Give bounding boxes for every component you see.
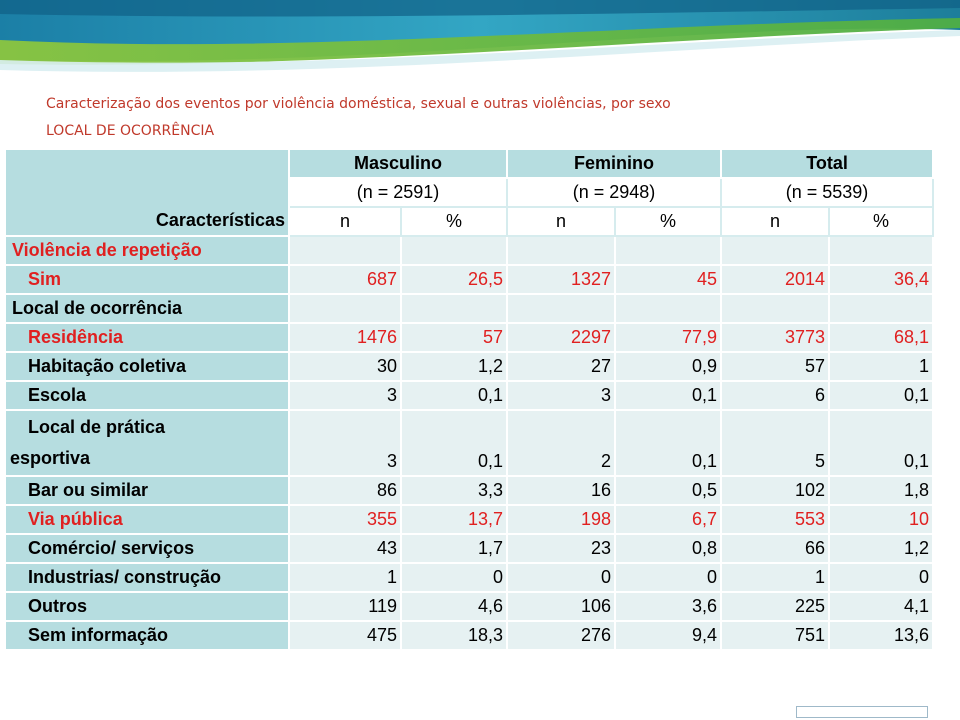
table-cell: 0,1 — [829, 381, 933, 410]
table-cell: 26,5 — [401, 265, 507, 294]
table-cell: 3773 — [721, 323, 829, 352]
table-cell — [401, 294, 507, 323]
table-row — [5, 476, 933, 505]
table-cell: 23 — [507, 534, 615, 563]
table-cell: 3 — [289, 410, 401, 476]
table-cell: 2014 — [721, 265, 829, 294]
caption-subtitle: LOCAL DE OCORRÊNCIA — [46, 123, 215, 139]
row-label: Comércio/ serviços — [5, 534, 289, 563]
sub-header-pct: % — [829, 207, 933, 236]
table-row — [5, 534, 933, 563]
table-cell — [507, 294, 615, 323]
group-n-masculino: (n = 2591) — [289, 178, 507, 207]
table-cell — [289, 294, 401, 323]
table-cell: 3,6 — [615, 592, 721, 621]
table-cell: 0 — [829, 563, 933, 592]
table-row — [5, 381, 933, 410]
sub-header-n: n — [507, 207, 615, 236]
table-cell: 3,3 — [401, 476, 507, 505]
table-cell: 1,2 — [401, 352, 507, 381]
table-cell: 2297 — [507, 323, 615, 352]
table-cell — [721, 294, 829, 323]
table-row — [5, 563, 933, 592]
caption-title: Caracterização dos eventos por violência doméstica, sexual e outras violências, por sexo — [46, 96, 671, 112]
table-cell — [289, 236, 401, 265]
row-label: Sim — [5, 265, 289, 294]
table-cell: 6,7 — [615, 505, 721, 534]
group-header-total: Total — [721, 149, 933, 178]
table-cell: 2 — [507, 410, 615, 476]
table-cell: 0,1 — [829, 410, 933, 476]
table-cell: 57 — [721, 352, 829, 381]
table-cell: 0 — [615, 563, 721, 592]
table-cell: 13,6 — [829, 621, 933, 650]
table-cell: 5 — [721, 410, 829, 476]
table-cell: 553 — [721, 505, 829, 534]
table-cell — [615, 236, 721, 265]
table-cell: 0,1 — [401, 381, 507, 410]
row-label: Via pública — [5, 505, 289, 534]
row-label-line1: Local de prática — [28, 417, 166, 437]
table-cell: 77,9 — [615, 323, 721, 352]
sub-header-pct: % — [401, 207, 507, 236]
table-cell: 0,1 — [615, 381, 721, 410]
table-cell: 68,1 — [829, 323, 933, 352]
sub-header-n: n — [289, 207, 401, 236]
table-row — [5, 323, 933, 352]
table-cell: 1 — [289, 563, 401, 592]
table-cell: 45 — [615, 265, 721, 294]
table-cell: 1,2 — [829, 534, 933, 563]
table-cell: 30 — [289, 352, 401, 381]
watermark-logo — [796, 706, 928, 718]
characteristics-header: Características — [5, 149, 289, 236]
table-cell: 57 — [401, 323, 507, 352]
row-label: Residência — [5, 323, 289, 352]
table-cell: 1 — [829, 352, 933, 381]
group-n-total: (n = 5539) — [721, 178, 933, 207]
group-header-feminino: Feminino — [507, 149, 721, 178]
row-label: Sem informação — [5, 621, 289, 650]
table-cell: 1476 — [289, 323, 401, 352]
table-cell: 0 — [507, 563, 615, 592]
table-cell — [401, 236, 507, 265]
table-cell: 0 — [401, 563, 507, 592]
table-cell: 198 — [507, 505, 615, 534]
table-cell: 687 — [289, 265, 401, 294]
table-row — [5, 505, 933, 534]
table-cell: 27 — [507, 352, 615, 381]
table-cell: 36,4 — [829, 265, 933, 294]
table-cell: 0,1 — [615, 410, 721, 476]
table-cell — [829, 236, 933, 265]
table-cell: 13,7 — [401, 505, 507, 534]
table-cell: 43 — [289, 534, 401, 563]
table-cell: 4,1 — [829, 592, 933, 621]
table-cell: 66 — [721, 534, 829, 563]
table-cell: 119 — [289, 592, 401, 621]
table-row — [5, 236, 933, 265]
table-cell: 3 — [289, 381, 401, 410]
header-banner — [0, 0, 960, 80]
table-cell — [829, 294, 933, 323]
row-label: Local de ocorrência — [5, 294, 289, 323]
table-cell: 276 — [507, 621, 615, 650]
table-cell: 1,7 — [401, 534, 507, 563]
table-cell: 1,8 — [829, 476, 933, 505]
table-cell: 102 — [721, 476, 829, 505]
row-label: Violência de repetição — [5, 236, 289, 265]
table-cell — [615, 294, 721, 323]
sub-header-pct: % — [615, 207, 721, 236]
table-row — [5, 265, 933, 294]
table-cell: 4,6 — [401, 592, 507, 621]
table-cell: 0,9 — [615, 352, 721, 381]
table-cell: 16 — [507, 476, 615, 505]
table-cell: 751 — [721, 621, 829, 650]
table-cell: 3 — [507, 381, 615, 410]
table-cell: 475 — [289, 621, 401, 650]
table-cell: 6 — [721, 381, 829, 410]
row-label: Industrias/ construção — [5, 563, 289, 592]
table-cell: 106 — [507, 592, 615, 621]
table-cell: 0,1 — [401, 410, 507, 476]
table-cell — [721, 236, 829, 265]
table-cell: 355 — [289, 505, 401, 534]
table-cell: 1327 — [507, 265, 615, 294]
table-cell: 86 — [289, 476, 401, 505]
row-label: Bar ou similar — [5, 476, 289, 505]
table-cell: 9,4 — [615, 621, 721, 650]
table-row — [5, 352, 933, 381]
header-row-groups — [5, 149, 933, 178]
row-label-line2: esportiva — [10, 448, 91, 468]
row-label: Outros — [5, 592, 289, 621]
group-header-masculino: Masculino — [289, 149, 507, 178]
row-label — [5, 410, 289, 476]
table-cell: 10 — [829, 505, 933, 534]
table-row — [5, 621, 933, 650]
table-row — [5, 410, 933, 476]
table-cell: 225 — [721, 592, 829, 621]
row-label: Habitação coletiva — [5, 352, 289, 381]
sub-header-n: n — [721, 207, 829, 236]
table-cell — [507, 236, 615, 265]
table-cell: 1 — [721, 563, 829, 592]
table-cell: 0,8 — [615, 534, 721, 563]
row-label: Escola — [5, 381, 289, 410]
table-row — [5, 294, 933, 323]
data-table — [4, 148, 934, 651]
group-n-feminino: (n = 2948) — [507, 178, 721, 207]
table-cell: 18,3 — [401, 621, 507, 650]
table-row — [5, 592, 933, 621]
table-cell: 0,5 — [615, 476, 721, 505]
